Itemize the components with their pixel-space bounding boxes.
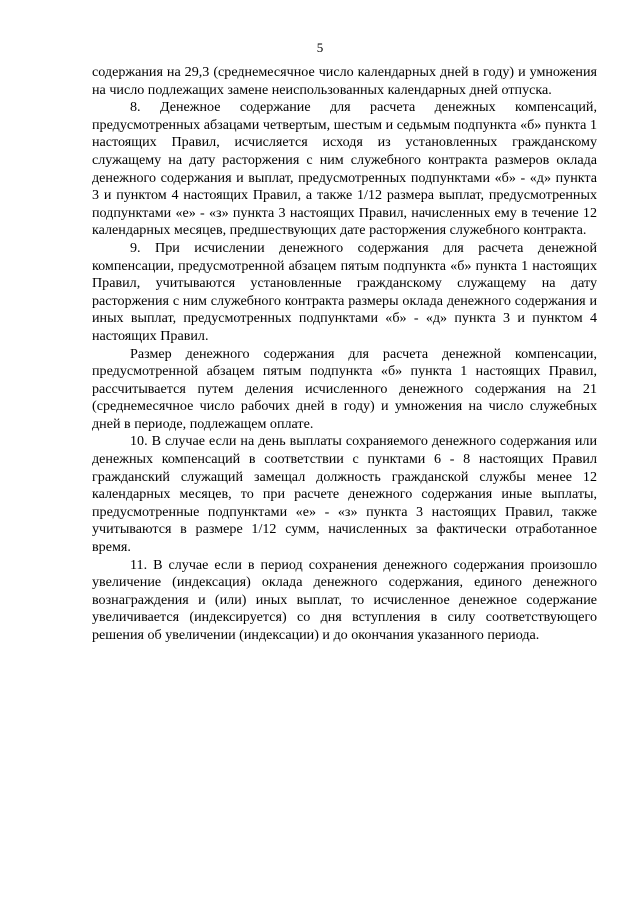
paragraph-item-10: 10. В случае если на день выплаты сохраняемого денежного содержания или денежных компенсаций в соответствии с пунктами 6 - 8 настоящих Правил гражданский служащий замещал должность гражданской службы менее 12 календарных месяцев, то при расчете денежного содержания иные выплаты, предусмотренные подпунктами «е» - «з» пункта 3 настоящих Правил, также учитываются в размере 1/12 сумм, начисленных за фактически отработанное время. — [92, 433, 597, 556]
paragraph-item-9: 9. При исчислении денежного содержания для расчета денежной компенсации, предусмотренной абзацем пятым подпункта «б» пункта 1 настоящих Правил, учитываются установленные гражданскому служащему на дату расторжения с ним служебного контракта размеры оклада денежного содержания и иных выплат, предусмотренных подпунктами «б» - «д» пункта 3 и пунктом 4 настоящих Правил. — [92, 239, 597, 344]
page-number: 5 — [316, 40, 324, 55]
paragraph-item-11: 11. В случае если в период сохранения денежного содержания произошло увеличение (индексация) оклада денежного содержания, единого денежного вознаграждения и (или) иных выплат, то исчисленное денежное содержание увеличивается (индексируется) со дня вступления в силу соответствующего решения об увеличении (индексации) и до окончания указанного периода. — [92, 556, 597, 643]
paragraph-item-9-compensation-size: Размер денежного содержания для расчета денежной компенсации, предусмотренной абзацем пятым подпункта «б» пункта 1 настоящих Правил, рассчитывается путем деления исчисленного денежного содержания на 21 (среднемесячное число рабочих дней в году) и умножения на число служебных дней в периоде, подлежащем оплате. — [92, 345, 597, 432]
document-body — [92, 64, 597, 645]
paragraph-item-8: 8. Денежное содержание для расчета денежных компенсаций, предусмотренных абзацами четвертым, шестым и седьмым подпункта «б» пункта 1 настоящих Правил, исчисляется исходя из установленных гражданскому служащему на дату расторжения с ним служебного контракта размеров оклада денежного содержания и выплат, предусмотренных подпунктами «б» - «д» пункта 3 и пунктом 4 настоящих Правил, а также 1/12 размера выплат, предусмотренных подпунктами «е» - «з» пункта 3 настоящих Правил, начисленных ему в течение 12 календарных месяцев, предшествующих дате расторжения служебного контракта. — [92, 99, 597, 239]
paragraph-continuation: содержания на 29,3 (среднемесячное число календарных дней в году) и умножения на число подлежащих замене неиспользованных календарных дней отпуска. — [92, 64, 597, 98]
